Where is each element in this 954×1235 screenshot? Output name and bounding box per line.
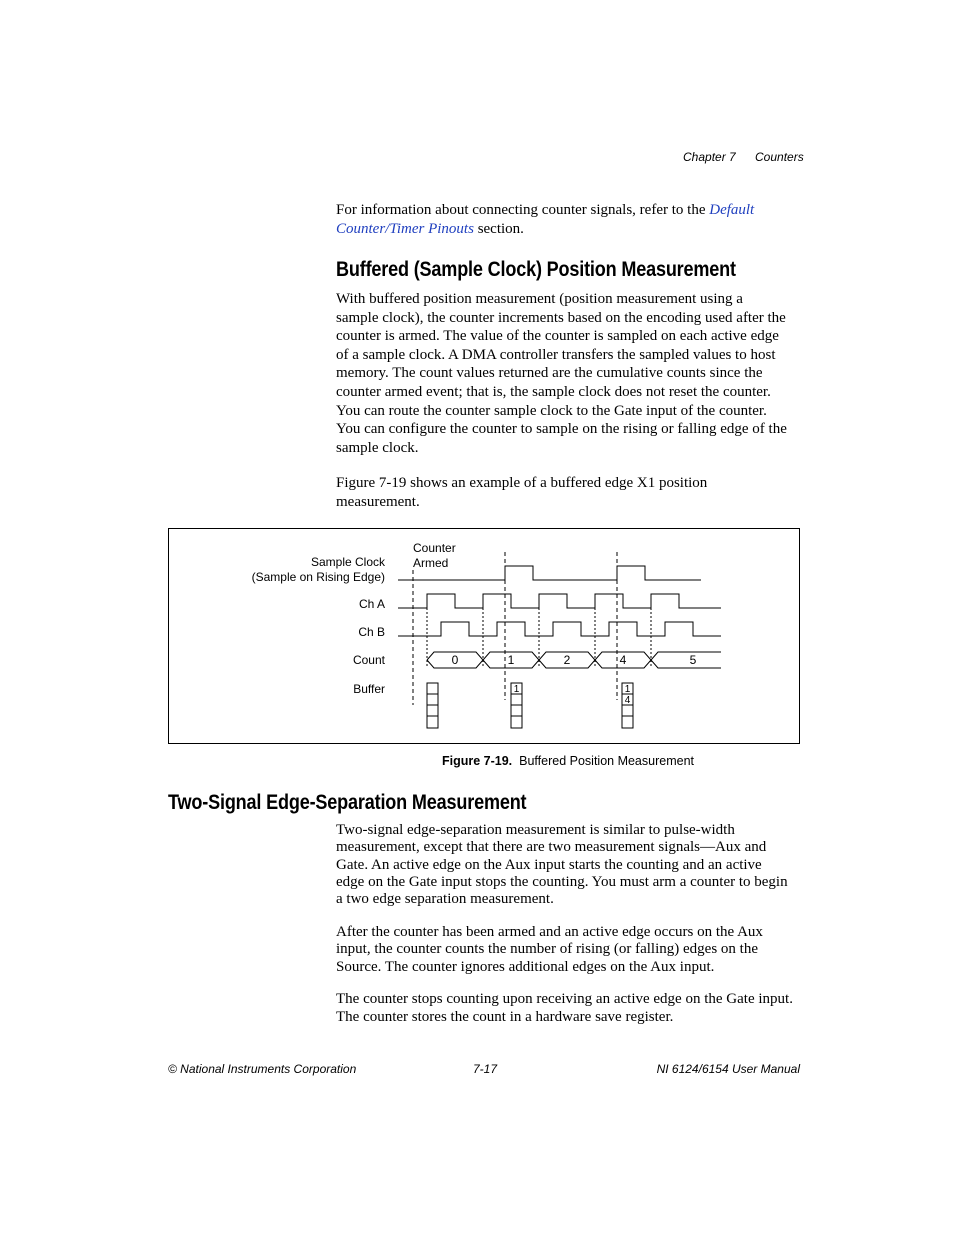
text-line: Figure 7-19 shows an example of a buffered edge X1 position: [336, 475, 708, 491]
default-pinouts-link[interactable]: Default: [709, 202, 755, 218]
edge-separation-paragraph-2: [336, 924, 816, 976]
ch-a-label: Ch A: [358, 597, 385, 611]
count-value-5: 5: [689, 653, 697, 667]
sample-clock-label-1: Sample Clock: [310, 555, 385, 569]
text-line: counter armed event; that is, the sample clock does not reset the counter.: [336, 383, 771, 400]
text-line: Gate. An active edge on the Aux input starts the counting and an active: [336, 856, 762, 873]
buffer3-cell-1: 4: [624, 695, 631, 706]
count-value-1: 1: [507, 653, 515, 667]
text-line: input, the counter counts the number of rising (or falling) edges on the: [336, 941, 758, 958]
text-line: Two-signal edge-separation measurement is similar to pulse-width: [336, 822, 735, 838]
text-line: With buffered position measurement (position measurement using a: [336, 291, 743, 307]
buffer2-cell-0: 1: [513, 684, 520, 695]
default-pinouts-link-cont[interactable]: Counter/Timer Pinouts: [336, 220, 474, 237]
text-line: After the counter has been armed and an active edge occurs on the Aux: [336, 924, 763, 940]
text-line: of a sample clock. A DMA controller transfers the sampled values to host: [336, 346, 776, 363]
section-heading-buffered-position: Buffered (Sample Clock) Position Measurement: [336, 258, 736, 281]
sample-clock-label-2: (Sample on Rising Edge): [251, 570, 385, 584]
figure-reference-paragraph: [336, 474, 816, 511]
footer-manual-title: NI 6124/6154 User Manual: [656, 1062, 800, 1076]
footer-page-number: 7-17: [473, 1062, 498, 1076]
text-line: a two edge separation measurement.: [336, 891, 554, 908]
buffer3-cell-0: 1: [624, 684, 631, 695]
count-value-4: 4: [619, 653, 627, 667]
header-section: Counters: [755, 150, 804, 164]
text-line: You can configure the counter to sample on the rising or falling edge of the: [336, 421, 787, 438]
buffer-label: Buffer: [353, 682, 385, 696]
buffer-initial: [427, 683, 438, 728]
buffered-position-paragraph: [336, 290, 816, 457]
figure-caption-label: Figure 7-19.: [442, 754, 513, 768]
text-line: The counter stores the count in a hardware save register.: [336, 1008, 674, 1025]
footer-copyright: © National Instruments Corporation: [168, 1062, 357, 1076]
edge-separation-paragraph-1: [336, 822, 816, 908]
count-value-0: 0: [451, 653, 459, 667]
intro-paragraph: [336, 201, 806, 238]
text-line: sample clock.: [336, 439, 419, 456]
text-line: measurement, except that there are two measurement signals—Aux and: [336, 839, 767, 856]
text-line: memory. The count values returned are the cumulative counts since the: [336, 365, 763, 382]
ch-b-label: Ch B: [358, 625, 385, 639]
ch-b-waveform: [398, 622, 721, 636]
section-heading-edge-separation: Two-Signal Edge-Separation Measurement: [168, 791, 527, 814]
text-line: The counter stops counting upon receiving an active edge on the Gate input.: [336, 991, 793, 1007]
edge-separation-paragraph-3: [336, 991, 816, 1027]
count-bus: [427, 652, 721, 668]
counter-armed-label-1: Counter: [413, 541, 456, 555]
text-line: counter is armed. The value of the counter is sampled on each active edge: [336, 328, 779, 345]
intro-text-after: section.: [473, 220, 524, 237]
text-line: Source. The counter ignores additional edges on the Aux input.: [336, 958, 715, 975]
text-line: measurement.: [336, 493, 420, 510]
counter-armed-label-2: Armed: [413, 556, 449, 570]
figure-caption: [442, 754, 694, 768]
header-chapter: Chapter 7: [683, 150, 736, 164]
timing-diagram: [168, 528, 800, 744]
count-value-2: 2: [563, 653, 571, 667]
text-line: edge on the Gate input stops the counting. You must arm a counter to begin: [336, 873, 788, 890]
count-label: Count: [352, 653, 385, 667]
text-line: You can route the counter sample clock to the Gate input of the counter.: [336, 402, 767, 419]
figure-caption-text: Buffered Position Measurement: [519, 754, 694, 768]
text-line: sample clock), the counter increments based on the encoding used after the: [336, 309, 786, 326]
intro-text-before: For information about connecting counter signals, refer to the: [336, 202, 710, 218]
ch-a-waveform: [398, 594, 721, 608]
